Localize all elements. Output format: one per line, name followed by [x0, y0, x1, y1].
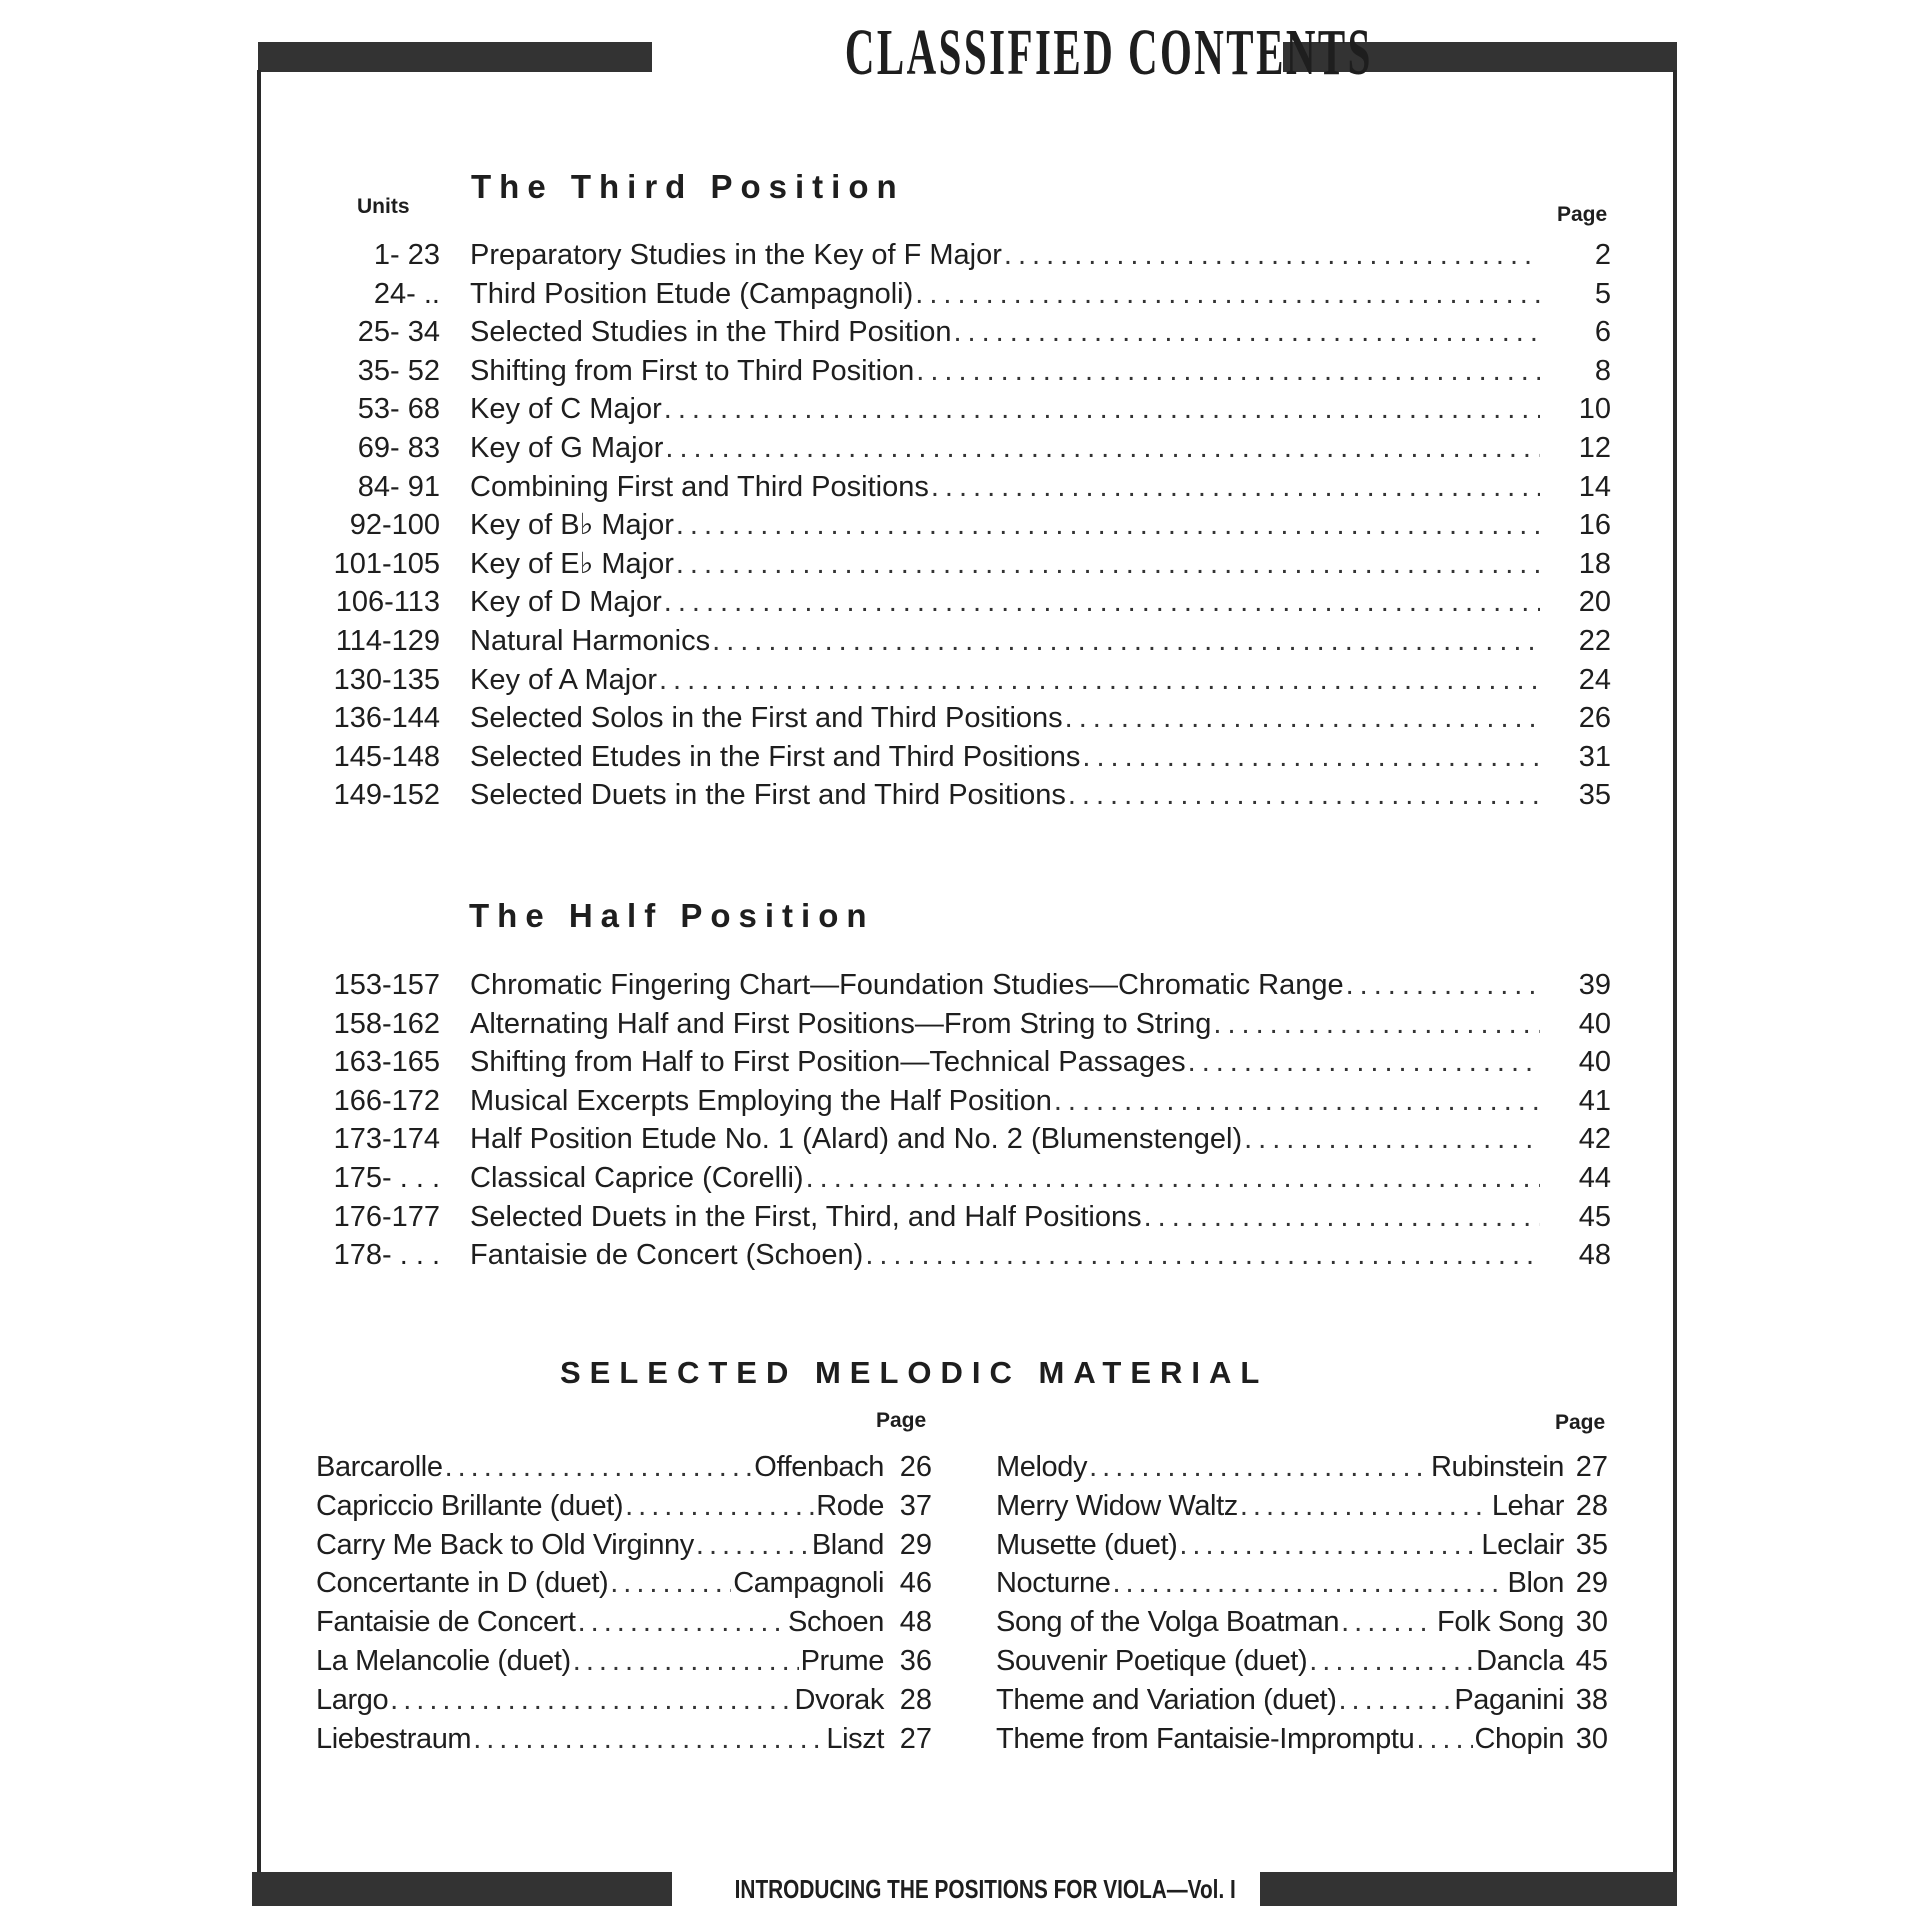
dot-leader	[665, 429, 1540, 467]
toc-entry	[470, 622, 1542, 660]
toc-row	[0, 1120, 1920, 1158]
toc-units: 25- 34	[357, 316, 440, 349]
dot-leader	[676, 506, 1540, 544]
melodic-entry	[996, 1448, 1564, 1486]
toc-title: Combining First and Third Positions	[470, 470, 929, 503]
melodic-page: 48	[899, 1606, 932, 1639]
dot-leader	[1112, 1564, 1505, 1602]
toc-entry	[470, 1236, 1542, 1274]
toc-row	[0, 352, 1920, 390]
melodic-composer: Campagnoli	[733, 1567, 884, 1600]
melodic-composer: Chopin	[1474, 1722, 1564, 1755]
dot-leader	[931, 468, 1540, 506]
toc-title: Selected Duets in the First, Third, and Half Positions	[470, 1200, 1142, 1233]
dot-leader	[806, 1159, 1540, 1197]
melodic-title: Capriccio Brillante (duet)	[316, 1489, 624, 1522]
section-heading-third: The Third Position	[471, 168, 905, 205]
toc-units: 176-177	[333, 1200, 440, 1233]
dot-leader	[1054, 1082, 1540, 1120]
melodic-row	[0, 1681, 1920, 1719]
melodic-entry	[996, 1720, 1564, 1758]
toc-units: 175- . . .	[333, 1162, 440, 1194]
melodic-page: 37	[899, 1489, 932, 1522]
toc-title: Chromatic Fingering Chart—Foundation Studies—Chromatic Range	[470, 969, 1344, 1001]
toc-units: 178- . . .	[333, 1239, 440, 1272]
toc-page: 42	[1578, 1123, 1611, 1156]
toc-page: 45	[1578, 1200, 1611, 1233]
toc-entry	[470, 1082, 1542, 1120]
melodic-row	[0, 1526, 1920, 1564]
toc-entry	[470, 390, 1542, 428]
melodic-composer: Rubinstein	[1430, 1451, 1564, 1483]
melodic-page: 38	[1575, 1683, 1608, 1716]
dot-leader	[865, 1236, 1540, 1274]
dot-leader	[712, 622, 1540, 660]
dot-leader	[1338, 1681, 1452, 1719]
melodic-row	[0, 1448, 1920, 1486]
toc-entry	[470, 275, 1542, 313]
melodic-composer: Schoen	[788, 1606, 884, 1639]
toc-title: Classical Caprice (Corelli)	[470, 1162, 804, 1194]
melodic-row	[0, 1642, 1920, 1680]
toc-title: Third Position Etude (Campagnoli)	[470, 277, 914, 310]
melodic-title: Musette (duet)	[996, 1528, 1178, 1561]
footer-text: INTRODUCING THE POSITIONS FOR VIOLA—Vol. I	[734, 1874, 1236, 1904]
footer-bar-right	[1260, 1872, 1677, 1906]
toc-units: 166-172	[333, 1084, 440, 1117]
footer-title	[672, 1872, 1257, 1906]
melodic-page-header-right: Page	[1555, 1411, 1606, 1434]
toc-row	[0, 776, 1920, 814]
toc-row	[0, 313, 1920, 351]
toc-units: 24- ..	[373, 277, 440, 310]
toc-entry	[470, 1159, 1542, 1197]
melodic-composer: Prume	[800, 1645, 884, 1677]
toc-page: 12	[1578, 432, 1611, 464]
dot-leader	[659, 661, 1540, 699]
toc-units: 69- 83	[357, 432, 440, 464]
dot-leader	[916, 352, 1540, 390]
toc-title: Key of C Major	[470, 393, 662, 426]
toc-page: 26	[1578, 702, 1611, 735]
toc-title: Preparatory Studies in the Key of F Major	[470, 239, 1002, 271]
toc-row	[0, 699, 1920, 737]
toc-title: Fantaisie de Concert (Schoen)	[470, 1239, 864, 1272]
melodic-title: Theme and Variation (duet)	[996, 1683, 1337, 1716]
dot-leader	[1213, 1005, 1540, 1043]
dot-leader	[664, 583, 1540, 621]
toc-page: 16	[1578, 509, 1611, 542]
toc-row	[0, 966, 1920, 1004]
page-title	[683, 16, 1373, 89]
melodic-title: Merry Widow Waltz	[996, 1489, 1238, 1522]
melodic-page: 35	[1575, 1528, 1608, 1561]
toc-row	[0, 738, 1920, 776]
melodic-title: Largo	[316, 1683, 389, 1716]
footer-bar-left	[252, 1872, 672, 1906]
toc-units: 145-148	[333, 740, 440, 773]
melodic-row	[0, 1564, 1920, 1602]
toc-units: 84- 91	[357, 470, 440, 503]
dot-leader	[664, 390, 1540, 428]
melodic-title: Barcarolle	[316, 1451, 443, 1483]
toc-title: Selected Duets in the First and Third Positions	[470, 779, 1066, 812]
toc-page: 31	[1578, 740, 1611, 773]
melodic-composer: Paganini	[1454, 1683, 1564, 1716]
melodic-page: 30	[1575, 1606, 1608, 1639]
melodic-page: 30	[1575, 1722, 1608, 1755]
melodic-page: 29	[1575, 1567, 1608, 1600]
toc-title: Key of A Major	[470, 663, 657, 696]
melodic-title: La Melancolie (duet)	[316, 1645, 571, 1677]
toc-units: 158-162	[333, 1007, 440, 1040]
toc-page: 35	[1578, 779, 1611, 812]
melodic-title: Fantaisie de Concert	[316, 1606, 576, 1639]
toc-title: Key of G Major	[470, 432, 664, 464]
toc-entry	[470, 429, 1542, 467]
toc-row	[0, 1159, 1920, 1197]
toc-entry	[470, 313, 1542, 351]
toc-entry	[470, 776, 1542, 814]
toc-page: 40	[1578, 1007, 1611, 1040]
toc-row	[0, 275, 1920, 313]
melodic-page: 45	[1575, 1645, 1608, 1677]
toc-title: Key of E♭ Major	[470, 547, 674, 580]
dot-leader	[1416, 1720, 1472, 1758]
toc-row	[0, 545, 1920, 583]
melodic-entry	[996, 1681, 1564, 1719]
melodic-title: Concertante in D (duet)	[316, 1567, 609, 1600]
toc-row	[0, 429, 1920, 467]
melodic-page: 27	[899, 1722, 932, 1755]
toc-row	[0, 468, 1920, 506]
toc-units: 149-152	[333, 779, 440, 812]
units-header: Units	[357, 195, 410, 218]
dot-leader	[1179, 1526, 1479, 1564]
melodic-title: Souvenir Poetique (duet)	[996, 1645, 1308, 1677]
toc-units: 101-105	[333, 547, 440, 580]
melodic-entry	[996, 1603, 1564, 1641]
melodic-composer: Offenbach	[754, 1451, 884, 1483]
melodic-composer: Bland	[811, 1528, 884, 1561]
toc-row	[0, 1236, 1920, 1274]
melodic-composer: Dancla	[1476, 1645, 1564, 1677]
toc-page: 24	[1578, 663, 1611, 696]
dot-leader	[1309, 1642, 1474, 1680]
melodic-composer: Leclair	[1481, 1528, 1564, 1561]
toc-row	[0, 583, 1920, 621]
toc-row	[0, 506, 1920, 544]
dot-leader	[1068, 776, 1540, 814]
dot-leader	[1346, 966, 1540, 1004]
toc-page: 39	[1578, 969, 1611, 1001]
melodic-row	[0, 1487, 1920, 1525]
toc-row	[0, 622, 1920, 660]
page-title-text: CLASSIFIED CONTENTS	[844, 16, 1373, 89]
toc-title: Selected Etudes in the First and Third Positions	[470, 740, 1081, 773]
melodic-title: Nocturne	[996, 1567, 1111, 1600]
toc-entry	[470, 1043, 1542, 1081]
melodic-title: Liebestraum	[316, 1722, 472, 1755]
toc-units: 53- 68	[357, 393, 440, 426]
melodic-entry	[996, 1526, 1564, 1564]
dot-leader	[1244, 1120, 1540, 1158]
toc-row	[0, 1082, 1920, 1120]
melodic-title: Melody	[996, 1451, 1088, 1483]
melodic-page: 29	[899, 1528, 932, 1561]
dot-leader	[915, 275, 1540, 313]
toc-page: 18	[1578, 547, 1611, 580]
toc-title: Key of B♭ Major	[470, 509, 674, 542]
melodic-page: 28	[899, 1683, 932, 1716]
dot-leader	[1004, 236, 1540, 274]
toc-entry	[470, 468, 1542, 506]
dot-leader	[953, 313, 1540, 351]
toc-row	[0, 236, 1920, 274]
toc-units: 136-144	[333, 702, 440, 735]
toc-page: 40	[1578, 1046, 1611, 1079]
toc-units: 1- 23	[373, 239, 440, 271]
toc-units: 92-100	[349, 509, 440, 542]
toc-row	[0, 1005, 1920, 1043]
header-bar-left	[258, 42, 652, 72]
melodic-entry	[996, 1642, 1564, 1680]
toc-entry	[470, 1120, 1542, 1158]
dot-leader	[1089, 1448, 1429, 1486]
melodic-composer: Blon	[1507, 1567, 1564, 1600]
toc-entry	[470, 545, 1542, 583]
toc-title: Shifting from First to Third Position	[470, 354, 915, 387]
melodic-row	[0, 1603, 1920, 1641]
toc-title: Shifting from Half to First Position—Technical Passages	[470, 1046, 1186, 1079]
melodic-page-header-left: Page	[876, 1409, 927, 1432]
section-heading-half: The Half Position	[469, 897, 875, 934]
toc-units: 173-174	[333, 1123, 440, 1156]
toc-page: 14	[1578, 470, 1611, 503]
toc-title: Alternating Half and First Positions—From String to String	[470, 1007, 1212, 1040]
toc-page: 8	[1594, 354, 1611, 387]
toc-entry	[470, 1198, 1542, 1236]
toc-row	[0, 1043, 1920, 1081]
toc-title: Selected Solos in the First and Third Positions	[470, 702, 1063, 735]
toc-page: 2	[1594, 239, 1611, 271]
melodic-entry	[996, 1487, 1564, 1525]
toc-entry	[470, 506, 1542, 544]
toc-row	[0, 661, 1920, 699]
toc-page: 48	[1578, 1239, 1611, 1272]
melodic-page: 26	[899, 1451, 932, 1483]
melodic-page: 36	[899, 1645, 932, 1677]
melodic-composer: Rode	[816, 1489, 884, 1522]
toc-entry	[470, 661, 1542, 699]
melodic-entry	[996, 1564, 1564, 1602]
melodic-composer: Lehar	[1491, 1489, 1564, 1522]
melodic-page: 28	[1575, 1489, 1608, 1522]
toc-entry	[470, 583, 1542, 621]
toc-units: 114-129	[335, 625, 440, 657]
toc-page: 5	[1594, 277, 1611, 310]
toc-title: Musical Excerpts Employing the Half Position	[470, 1084, 1052, 1117]
toc-units: 130-135	[333, 663, 440, 696]
dot-leader	[1082, 738, 1540, 776]
melodic-title: Song of the Volga Boatman	[996, 1606, 1340, 1639]
toc-page: 10	[1578, 393, 1611, 426]
toc-entry	[470, 1005, 1542, 1043]
dot-leader	[1065, 699, 1540, 737]
toc-title: Selected Studies in the Third Position	[470, 316, 952, 349]
dot-leader	[1188, 1043, 1540, 1081]
toc-row	[0, 1198, 1920, 1236]
melodic-page: 27	[1575, 1451, 1608, 1483]
section-heading-melodic: SELECTED MELODIC MATERIAL	[560, 1355, 1269, 1390]
melodic-page: 46	[899, 1567, 932, 1600]
page-header: Page	[1557, 203, 1608, 226]
toc-entry	[470, 966, 1542, 1004]
dot-leader	[1240, 1487, 1490, 1525]
melodic-composer: Liszt	[826, 1722, 884, 1755]
toc-units: 153-157	[333, 969, 440, 1001]
melodic-composer: Dvorak	[794, 1683, 884, 1716]
toc-page: 22	[1578, 625, 1611, 657]
toc-title: Natural Harmonics	[470, 625, 711, 657]
toc-entry	[470, 738, 1542, 776]
dot-leader	[676, 545, 1540, 583]
toc-units: 163-165	[333, 1046, 440, 1079]
melodic-row	[0, 1720, 1920, 1758]
toc-page: 20	[1578, 586, 1611, 619]
melodic-title: Theme from Fantaisie-Impromptu	[996, 1722, 1415, 1755]
melodic-title: Carry Me Back to Old Virginny	[316, 1528, 694, 1561]
toc-page: 44	[1578, 1162, 1611, 1194]
toc-page: 41	[1578, 1084, 1611, 1117]
toc-page: 6	[1594, 316, 1611, 349]
dot-leader	[1341, 1603, 1435, 1641]
toc-entry	[470, 236, 1542, 274]
toc-units: 106-113	[335, 586, 440, 619]
dot-leader	[1144, 1198, 1540, 1236]
toc-entry	[470, 699, 1542, 737]
toc-units: 35- 52	[357, 354, 440, 387]
toc-row	[0, 390, 1920, 428]
toc-entry	[470, 352, 1542, 390]
toc-title: Half Position Etude No. 1 (Alard) and No. 2 (Blumenstengel)	[470, 1123, 1243, 1156]
melodic-composer: Folk Song	[1437, 1606, 1564, 1639]
toc-title: Key of D Major	[470, 586, 662, 619]
